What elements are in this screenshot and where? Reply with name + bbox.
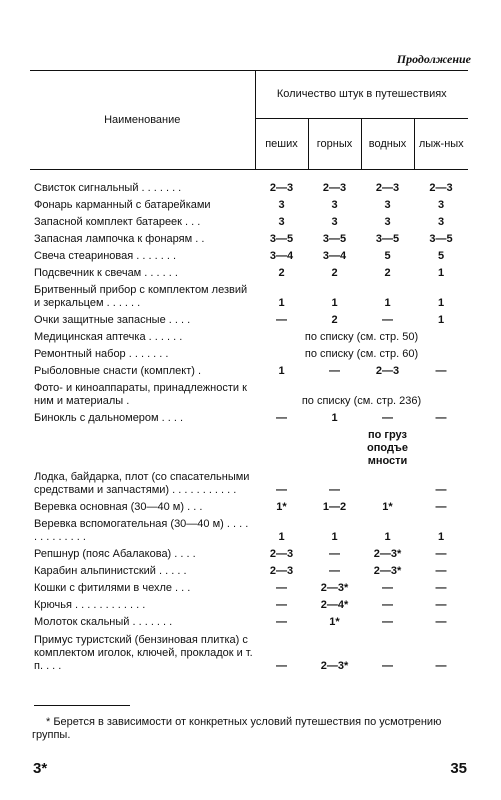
item-name: Рыболовные снасти (комплект) . — [34, 365, 202, 377]
item-quantity: 1 — [437, 297, 445, 309]
table-row — [30, 363, 468, 380]
item-name: Свеча стеариновая . . . . . . . — [34, 250, 177, 262]
item-quantity-note: по грузоподъемности — [367, 429, 408, 467]
header-col-water: водных — [361, 119, 414, 170]
table-row — [30, 265, 468, 282]
item-quantity: — — [276, 582, 287, 594]
item-quantity: — — [435, 599, 447, 611]
item-quantity: — — [329, 565, 340, 577]
item-quantity: 2—3 — [429, 182, 453, 194]
item-quantity: — — [435, 412, 447, 424]
item-name: Кошки с фитилями в чехле . . . — [34, 582, 191, 594]
item-quantity: 5 — [384, 250, 391, 262]
item-name: Очки защитные запасные . . . . — [34, 314, 191, 326]
table-row — [30, 282, 468, 312]
item-quantity: 1* — [382, 501, 393, 513]
table-row — [30, 516, 468, 546]
item-quantity: 3—5 — [375, 233, 400, 245]
item-quantity: 1 — [384, 297, 391, 309]
item-quantity: — — [329, 365, 340, 377]
table-row — [30, 329, 468, 346]
item-name: Запасной комплект батареек . . . — [34, 216, 201, 228]
table-row — [30, 546, 468, 563]
item-quantity: 1 — [437, 531, 445, 543]
item-quantity: — — [382, 314, 393, 326]
footnote-rule — [34, 705, 130, 706]
item-quantity-reference: по списку (см. стр. 60) — [304, 348, 419, 360]
item-quantity: 3 — [331, 199, 338, 211]
item-quantity: 2—3 — [269, 182, 294, 194]
item-name: Примус туристский (бензиновая плитка) с комплектом иголок, ключей, прокладок и т. п. . . . — [34, 634, 253, 672]
table-row — [30, 380, 468, 410]
item-name: Фонарь карманный с батарейками — [34, 199, 211, 211]
item-quantity: 2—3 — [375, 365, 400, 377]
item-quantity: 3—4 — [269, 250, 294, 262]
item-name: Запасная лампочка к фонарям . . — [34, 233, 205, 245]
header-name: Наименование — [30, 71, 255, 170]
table-body — [30, 180, 468, 675]
item-quantity: — — [276, 599, 287, 611]
item-quantity: — — [435, 660, 447, 672]
item-quantity: 2—3* — [373, 565, 402, 577]
item-quantity: — — [382, 582, 393, 594]
table-row — [30, 580, 468, 597]
table-row — [30, 180, 468, 197]
item-quantity: 1 — [278, 531, 285, 543]
item-quantity: 3 — [331, 216, 338, 228]
item-quantity: 3—4 — [322, 250, 347, 262]
item-name: Бинокль с дальномером . . . . — [34, 412, 184, 424]
item-quantity: 1* — [276, 501, 287, 513]
item-quantity: 5 — [437, 250, 445, 262]
item-quantity: 2—3* — [373, 548, 402, 560]
footnote: * Берется в зависимости от конкретных условий путешествия по усмотрению группы. — [32, 716, 442, 741]
item-quantity: 3—5 — [322, 233, 347, 245]
item-quantity: 2—3* — [320, 582, 349, 594]
item-quantity: — — [276, 314, 287, 326]
item-name: Ремонтный набор . . . . . . . — [34, 348, 169, 360]
item-name: Свисток сигнальный . . . . . . . — [34, 182, 182, 194]
item-quantity: — — [435, 565, 447, 577]
item-quantity: 2—3 — [269, 565, 294, 577]
item-quantity: 3 — [437, 216, 445, 228]
item-quantity: — — [435, 548, 447, 560]
item-quantity-reference: по списку (см. стр. 50) — [304, 331, 419, 343]
item-quantity: — — [329, 548, 340, 560]
item-quantity: — — [382, 412, 393, 424]
item-name: Молоток скальный . . . . . . . — [34, 616, 173, 628]
table-row — [30, 197, 468, 214]
item-name: Веревка основная (30—40 м) . . . — [34, 501, 203, 513]
item-quantity: — — [435, 484, 447, 496]
item-quantity: — — [435, 582, 447, 594]
item-name: Медицинская аптечка . . . . . . — [34, 331, 183, 343]
item-quantity: 3 — [384, 199, 391, 211]
table-row — [30, 563, 468, 580]
item-quantity: 2 — [278, 267, 285, 279]
table-row — [30, 499, 468, 516]
item-quantity: 2—3 — [375, 182, 400, 194]
item-quantity: — — [435, 616, 447, 628]
item-quantity: 1 — [278, 297, 285, 309]
item-quantity: 1—2 — [322, 501, 347, 513]
item-name: Бритвенный прибор с комплектом лезвий и зеркальцем . . . . . . — [34, 284, 248, 309]
item-quantity: — — [276, 412, 287, 424]
item-quantity: — — [382, 660, 393, 672]
item-quantity: — — [435, 365, 447, 377]
item-name: Карабин альпинистский . . . . . — [34, 565, 187, 577]
item-quantity: 3 — [384, 216, 391, 228]
item-name: Крючья . . . . . . . . . . . . — [34, 599, 146, 611]
item-name: Веревка вспомогательная (30—40 м) . . . . . . . . . . . . . — [34, 518, 249, 543]
header-col-ski: лыж-ных — [414, 119, 468, 170]
item-quantity: 1 — [331, 531, 338, 543]
item-quantity: 1 — [437, 314, 445, 326]
item-quantity: 1 — [331, 412, 338, 424]
item-name: Подсвечник к свечам . . . . . . — [34, 267, 178, 279]
table-row — [30, 427, 468, 499]
item-quantity: 2 — [331, 267, 338, 279]
item-quantity: 2 — [331, 314, 338, 326]
item-quantity: — — [276, 660, 287, 672]
table-row — [30, 631, 468, 675]
item-quantity: — — [276, 484, 287, 496]
item-quantity: — — [382, 599, 393, 611]
page-number: 35 — [450, 760, 467, 777]
item-quantity: 2—4* — [320, 599, 349, 611]
item-name: Лодка, байдарка, плот (со спасательными средствами и запчастями) . . . . . . . . . . . — [34, 471, 250, 496]
item-quantity: 1 — [437, 267, 445, 279]
item-quantity-reference: по списку (см. стр. 236) — [301, 395, 422, 407]
table-row — [30, 312, 468, 329]
item-quantity: 3—5 — [429, 233, 453, 245]
table-row — [30, 614, 468, 631]
header-col-hiking: пеших — [255, 119, 308, 170]
item-quantity: — — [276, 616, 287, 628]
header-group: Количество штук в путешествиях — [255, 71, 468, 119]
table-row — [30, 410, 468, 427]
item-quantity: 2 — [384, 267, 391, 279]
item-quantity: 1 — [331, 297, 338, 309]
table-row — [30, 214, 468, 231]
item-quantity: 2—3 — [322, 182, 347, 194]
item-quantity: 1* — [329, 616, 340, 628]
table-row — [30, 346, 468, 363]
table-row — [30, 248, 468, 265]
item-quantity: 3 — [278, 216, 285, 228]
signature-mark: 3* — [33, 760, 48, 777]
continuation-label: Продолжение — [396, 52, 471, 66]
item-name: Репшнур (пояс Абалакова) . . . . — [34, 548, 196, 560]
item-quantity: 1 — [278, 365, 285, 377]
item-quantity: — — [435, 501, 447, 513]
item-quantity: 3 — [278, 199, 285, 211]
item-quantity: — — [382, 616, 393, 628]
item-quantity: 1 — [384, 531, 391, 543]
item-quantity: 2—3* — [320, 660, 349, 672]
table-row — [30, 597, 468, 614]
header-col-mountain: горных — [308, 119, 361, 170]
item-quantity: — — [329, 484, 340, 496]
item-quantity: 3—5 — [269, 233, 294, 245]
table-row — [30, 231, 468, 248]
item-name: Фото- и киноаппараты, принадлежности к ним и материалы . — [34, 382, 247, 407]
item-quantity: 3 — [437, 199, 445, 211]
equipment-table — [30, 70, 468, 675]
item-quantity: 2—3 — [269, 548, 294, 560]
